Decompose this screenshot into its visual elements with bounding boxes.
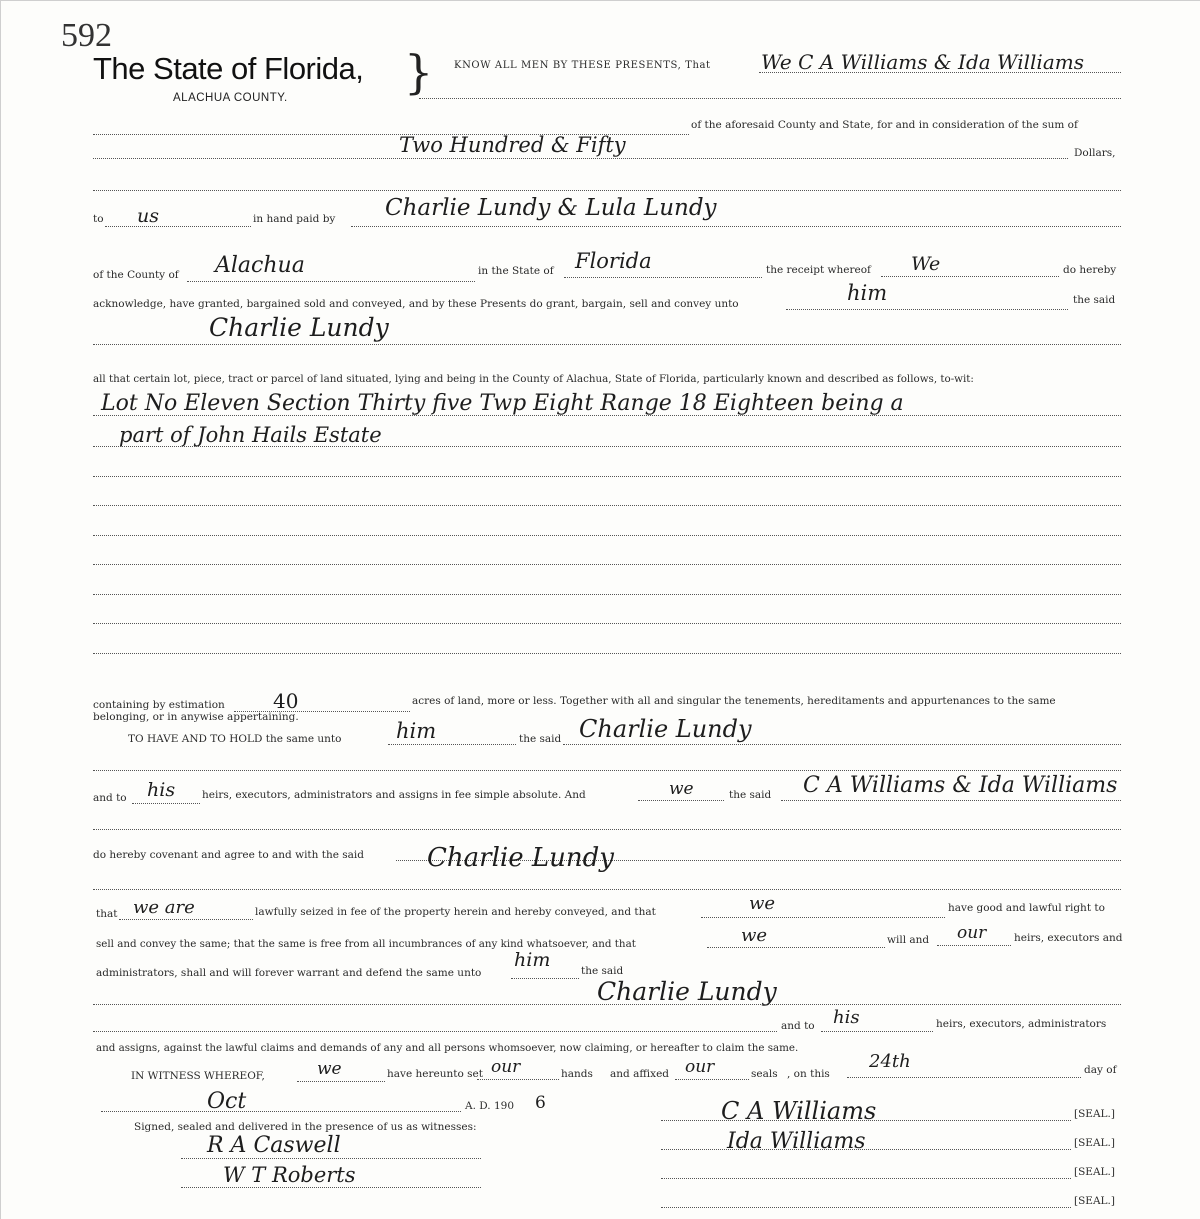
rule (511, 978, 579, 979)
rule (93, 594, 1121, 595)
rule (93, 535, 1121, 536)
and-to-2-handwritten: his (833, 1007, 860, 1028)
to-handwritten: us (137, 205, 159, 227)
payers-handwritten: Charlie Lundy & Lula Lundy (385, 195, 717, 221)
witness-text: IN WITNESS WHEREOF, (131, 1070, 265, 1082)
acres-handwritten: 40 (273, 689, 299, 713)
rule (351, 226, 1121, 227)
seized-handwritten: we (749, 893, 776, 914)
rule (675, 1079, 749, 1080)
sell-handwritten: we (741, 925, 768, 946)
and-to-text: and to (93, 792, 127, 804)
rule (477, 1079, 559, 1080)
containing-text: containing by estimation (93, 699, 225, 711)
day-of-text: day of (1084, 1064, 1117, 1076)
witness-2-signature: W T Roberts (223, 1163, 356, 1187)
rule (93, 344, 1121, 345)
rule (638, 800, 724, 801)
and-to-handwritten: his (147, 779, 176, 801)
defend-name: Charlie Lundy (597, 977, 777, 1006)
grantee-handwritten: Charlie Lundy (209, 313, 389, 342)
rule (93, 889, 1121, 890)
rule (93, 476, 1121, 477)
acres-text: acres of land, more or less. Together with all and singular the tenements, hereditaments and appurtenances to the same (412, 695, 1056, 707)
rule (93, 770, 1121, 771)
rule (563, 744, 1121, 745)
heirs-exec-2-text: heirs, executors, administrators (936, 1018, 1107, 1030)
paid-by-text: in hand paid by (253, 213, 336, 225)
seal-label-3: [SEAL.] (1074, 1166, 1115, 1178)
receipt-text: the receipt whereof (766, 264, 871, 276)
state-title: The State of Florida, (93, 51, 364, 86)
rule (759, 72, 1121, 73)
and-to-2-text: and to (781, 1020, 815, 1032)
heirs-exec-text: heirs, executors and (1014, 932, 1123, 944)
seal-label-1: [SEAL.] (1074, 1108, 1115, 1120)
rule (661, 1149, 1071, 1150)
rule (101, 1111, 461, 1112)
rule (181, 1158, 481, 1159)
and-handwritten: we (669, 779, 694, 799)
rule (937, 945, 1011, 946)
receipt-handwritten: We (911, 253, 941, 275)
rule (821, 1031, 933, 1032)
admin-handwritten: him (514, 949, 551, 971)
rule (105, 226, 251, 227)
witness-handwritten: we (317, 1059, 342, 1079)
rule (93, 415, 1121, 416)
affixed-text: and affixed (610, 1068, 670, 1080)
to-have-handwritten: him (396, 719, 437, 743)
seals-text: seals (751, 1068, 778, 1080)
that-handwritten: we are (133, 897, 195, 918)
rule (661, 1120, 1071, 1121)
to-have-name: Charlie Lundy (579, 715, 752, 743)
rule (93, 653, 1121, 654)
have-hereunto-text: have hereunto set (387, 1068, 483, 1080)
will-and-text: will and (887, 934, 930, 946)
signed-sealed-text: Signed, sealed and delivered in the presence of us as witnesses: (134, 1121, 477, 1133)
the-said-4-text: the said (581, 965, 624, 977)
to-label: to (93, 213, 104, 225)
rule (93, 446, 1121, 447)
unto-handwritten: him (847, 281, 888, 305)
grantor-signature-1: C A Williams (721, 1097, 877, 1125)
the-said-3-text: the said (729, 789, 772, 801)
state-handwritten: Florida (575, 249, 652, 273)
rule (701, 917, 945, 918)
do-hereby-text: do hereby (1063, 264, 1117, 276)
grantors-name-2: C A Williams & Ida Williams (803, 773, 1118, 798)
sum-handwritten: Two Hundred & Fifty (399, 133, 626, 157)
covenant-text: do hereby covenant and agree to and with the said (93, 849, 365, 861)
assigns-claims-text: and assigns, against the lawful claims and demands of any and all persons whomsoever, now claiming, or hereafter to claim the same. (96, 1042, 799, 1054)
rule (847, 1077, 1081, 1078)
rule (564, 277, 762, 278)
seized-text: lawfully seized in fee of the property herein and hereby conveyed, and that (255, 906, 656, 918)
in-state-text: in the State of (478, 265, 554, 277)
rule (132, 803, 200, 804)
ad-text: A. D. 190 (465, 1100, 515, 1112)
rule (93, 1004, 1121, 1005)
land-description-text: all that certain lot, piece, tract or parcel of land situated, lying and being in the County of Alachua, State of Florida, particularly known and described as follows, to-wit: (93, 373, 974, 385)
dollars-text: Dollars, (1074, 147, 1116, 159)
grantor-signature-2: Ida Williams (727, 1129, 866, 1154)
grantors-handwritten: We C A Williams & Ida Williams (761, 50, 1084, 74)
page-number: 592 (61, 17, 112, 54)
county-handwritten: Alachua (215, 253, 305, 278)
day-handwritten: 24th (869, 1051, 911, 1072)
to-have-text: TO HAVE AND TO HOLD the same unto (128, 733, 342, 745)
rule (93, 829, 1121, 830)
the-said-text: the said (1073, 294, 1116, 306)
rule (661, 1178, 1071, 1179)
seal-label-2: [SEAL.] (1074, 1137, 1115, 1149)
rule (181, 1187, 481, 1188)
land-handwritten-2: part of John Hails Estate (119, 423, 382, 447)
covenant-name: Charlie Lundy (427, 843, 614, 873)
rule (93, 623, 1121, 624)
rule (781, 800, 1121, 801)
land-handwritten-1: Lot No Eleven Section Thirty five Twp Eight Range 18 Eighteen being a (101, 391, 904, 416)
sell-convey-text: sell and convey the same; that the same is free from all incumbrances of any kind whatsoever, and that (96, 938, 636, 950)
administrators-text: administrators, shall and will forever warrant and defend the same unto (96, 967, 482, 979)
on-this-text: , on this (787, 1068, 830, 1080)
rule (297, 1081, 385, 1082)
the-said-2-text: the said (519, 733, 562, 745)
know-all-men: KNOW ALL MEN BY THESE PRESENTS, That (454, 60, 711, 71)
aforesaid-text: of the aforesaid County and State, for and in consideration of the sum of (691, 119, 1078, 131)
county-label: ALACHUA COUNTY. (173, 92, 288, 104)
good-right-text: have good and lawful right to (948, 902, 1105, 914)
rule (93, 505, 1121, 506)
hands-text: hands (561, 1068, 593, 1080)
rule (881, 276, 1059, 277)
seal-label-4: [SEAL.] (1074, 1195, 1115, 1207)
that-label: that (96, 908, 118, 920)
affixed-handwritten: our (685, 1057, 715, 1077)
rule (93, 158, 1068, 159)
rule (419, 98, 1121, 99)
heirs-text: heirs, executors, administrators and assigns in fee simple absolute. And (202, 789, 586, 801)
acknowledge-text: acknowledge, have granted, bargained sold and conveyed, and by these Presents do grant, bargain, sell and convey unto (93, 298, 739, 310)
belonging-text: belonging, or in anywise appertaining. (93, 711, 299, 723)
rule (93, 190, 1121, 191)
year-handwritten: 6 (535, 1093, 546, 1113)
rule (119, 919, 253, 920)
witness-1-signature: R A Caswell (207, 1133, 341, 1158)
brace-glyph: } (404, 45, 434, 99)
rule (93, 564, 1121, 565)
will-handwritten: our (957, 923, 987, 943)
rule (786, 309, 1068, 310)
month-handwritten: Oct (207, 1089, 247, 1114)
rule (187, 281, 475, 282)
of-county-text: of the County of (93, 269, 179, 281)
set-handwritten: our (491, 1057, 521, 1077)
rule (661, 1207, 1071, 1208)
rule (93, 1031, 777, 1032)
rule (388, 744, 516, 745)
rule (707, 947, 885, 948)
